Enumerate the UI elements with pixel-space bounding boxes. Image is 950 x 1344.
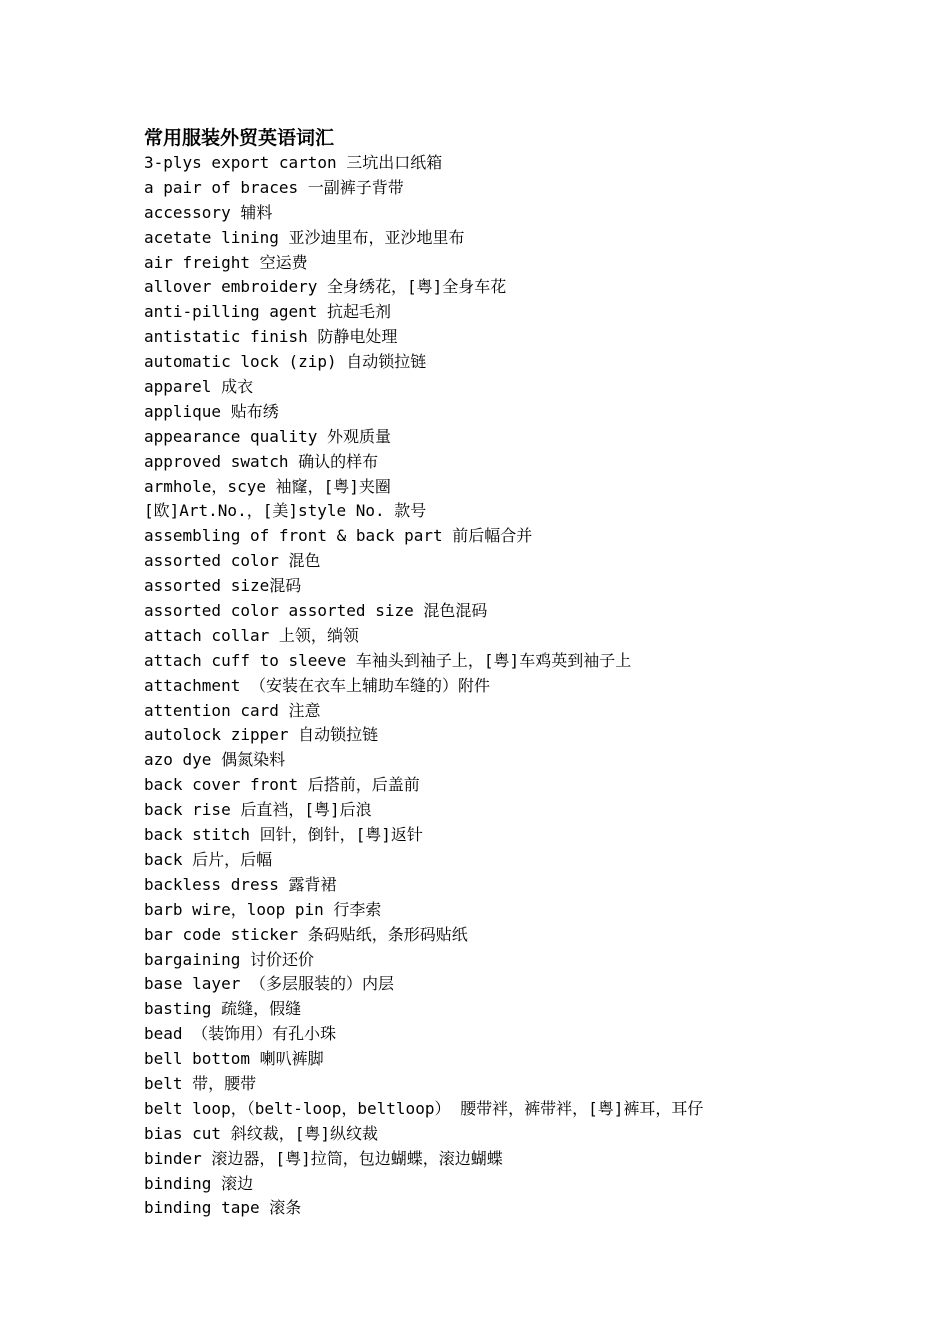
vocabulary-entry: automatic lock (zip) 自动锁拉链: [144, 352, 427, 372]
vocabulary-entry: binder 滚边器，[粤]拉筒，包边蝴蝶，滚边蝴蝶: [144, 1148, 503, 1168]
vocabulary-entry: azo dye 偶氮染料: [144, 750, 286, 770]
vocabulary-entry: a pair of braces 一副裤子背带: [144, 177, 404, 197]
vocabulary-entry: allover embroidery 全身绣花，[粤]全身车花: [144, 277, 507, 297]
vocabulary-entry: assorted color assorted size 混色混码: [144, 601, 488, 621]
vocabulary-entry: belt loop，（belt-loop，beltloop） 腰带袢，裤带袢，[粤]裤耳，耳仔: [144, 1098, 704, 1118]
vocabulary-entry: bar code sticker 条码贴纸，条形码贴纸: [144, 924, 468, 944]
vocabulary-entry: back cover front 后搭前，后盖前: [144, 775, 420, 795]
vocabulary-entry: [欧]Art.No.，[美]style No. 款号: [144, 501, 427, 521]
vocabulary-entry: applique 贴布绣: [144, 401, 279, 421]
vocabulary-entry: barb wire，loop pin 行李索: [144, 899, 382, 919]
vocabulary-entry: attention card 注意: [144, 700, 321, 720]
vocabulary-entry: back rise 后直裆，[粤]后浪: [144, 800, 372, 820]
vocabulary-entry: assorted color 混色: [144, 551, 321, 571]
vocabulary-entry: armhole，scye 袖窿，[粤]夹圈: [144, 476, 391, 496]
vocabulary-entry: antistatic finish 防静电处理: [144, 327, 398, 347]
vocabulary-entry: bias cut 斜纹裁，[粤]纵纹裁: [144, 1123, 378, 1143]
vocabulary-entry: basting 疏缝，假缝: [144, 999, 302, 1019]
document-body: [144, 125, 904, 1221]
vocabulary-entry: assorted size混码: [144, 576, 302, 596]
vocabulary-entry: air freight 空运费: [144, 252, 308, 272]
vocabulary-entry: attach collar 上领，绱领: [144, 625, 359, 645]
vocabulary-entry: anti-pilling agent 抗起毛剂: [144, 302, 392, 322]
vocabulary-entry: assembling of front & back part 前后幅合并: [144, 526, 533, 546]
vocabulary-entry: bell bottom 喇叭裤脚: [144, 1049, 324, 1069]
vocabulary-list: [144, 151, 904, 1221]
vocabulary-entry: acetate lining 亚沙迪里布，亚沙地里布: [144, 227, 465, 247]
vocabulary-entry: accessory 辅料: [144, 202, 273, 222]
vocabulary-entry: back 后片，后幅: [144, 849, 273, 869]
vocabulary-entry: attach cuff to sleeve 车袖头到袖子上，[粤]车鸡英到袖子上: [144, 650, 632, 670]
vocabulary-entry: apparel 成衣: [144, 377, 254, 397]
vocabulary-entry: binding 滚边: [144, 1173, 254, 1193]
vocabulary-entry: backless dress 露背裙: [144, 874, 337, 894]
vocabulary-entry: autolock zipper 自动锁拉链: [144, 725, 379, 745]
vocabulary-entry: bargaining 讨价还价: [144, 949, 314, 969]
vocabulary-entry: base layer （多层服装的）内层: [144, 974, 394, 994]
vocabulary-entry: approved swatch 确认的样布: [144, 451, 379, 471]
vocabulary-entry: 3-plys export carton 三坑出口纸箱: [144, 153, 443, 172]
vocabulary-entry: binding tape 滚条: [144, 1198, 302, 1218]
vocabulary-entry: appearance quality 外观质量: [144, 426, 392, 446]
vocabulary-entry: attachment （安装在衣车上辅助车缝的）附件: [144, 675, 490, 695]
document-title: 常用服装外贸英语词汇: [144, 127, 335, 149]
vocabulary-entry: bead （装饰用）有孔小珠: [144, 1024, 337, 1044]
vocabulary-entry: back stitch 回针，倒针，[粤]返针: [144, 825, 423, 845]
vocabulary-entry: belt 带，腰带: [144, 1073, 257, 1093]
